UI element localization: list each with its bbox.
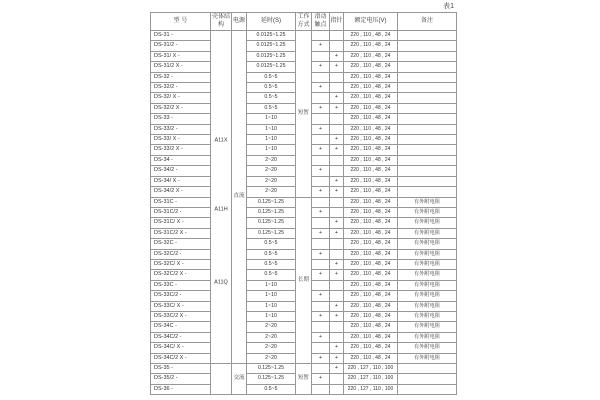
remark-cell: 有外附电阻 [398, 301, 457, 311]
delay-cell: 1~10 [247, 114, 296, 124]
model-cell: DS-33C/2 - [151, 291, 211, 301]
voltage-cell: 220 , 110 , 48 , 24 [344, 51, 398, 61]
voltage-cell: 220 , 110 , 48 , 24 [344, 135, 398, 145]
model-cell: DS-33C/2 X - [151, 311, 211, 321]
slide-contact-cell: + [312, 145, 330, 155]
remark-cell: 有外附电阻 [398, 322, 457, 332]
delay-cell: 2~20 [247, 187, 296, 197]
delay-cell: 0.5~5 [247, 239, 296, 249]
delay-cell: 2~20 [247, 322, 296, 332]
table-row [151, 197, 457, 207]
delay-cell: 0.0125~1.25 [247, 41, 296, 51]
col-header-model: 型 号 [151, 13, 211, 31]
slide-contact-cell [312, 114, 330, 124]
delay-cell: 1~10 [247, 301, 296, 311]
remark-cell: 有外附电阻 [398, 270, 457, 280]
pointer-cell: + [330, 93, 344, 103]
col-header-delay: 延时(S) [247, 13, 296, 31]
model-cell: DS-32C/ X - [151, 259, 211, 269]
delay-cell: 1~10 [247, 311, 296, 321]
delay-cell: 0.125~1.25 [247, 207, 296, 217]
remark-cell: 有外附电阻 [398, 207, 457, 217]
remark-cell: 有外附电阻 [398, 332, 457, 342]
slide-contact-cell [312, 135, 330, 145]
pointer-cell: + [330, 311, 344, 321]
voltage-cell: 220 , 110 , 48 , 24 [344, 280, 398, 290]
slide-contact-cell [312, 72, 330, 82]
remark-cell [398, 83, 457, 93]
model-cell: DS-33/2 X - [151, 145, 211, 155]
pointer-cell: + [330, 228, 344, 238]
slide-contact-cell [312, 218, 330, 228]
delay-cell: 0.5~5 [247, 259, 296, 269]
model-cell: DS-32/ X - [151, 93, 211, 103]
slide-contact-cell: + [312, 332, 330, 342]
voltage-cell: 220 , 110 , 48 , 24 [344, 207, 398, 217]
remark-cell: 有外附电阻 [398, 259, 457, 269]
pointer-cell: + [330, 187, 344, 197]
delay-cell: 2~20 [247, 343, 296, 353]
delay-cell: 2~20 [247, 155, 296, 165]
pointer-cell: + [330, 135, 344, 145]
slide-contact-cell [312, 384, 330, 394]
pointer-cell: + [330, 51, 344, 61]
voltage-cell: 220 , 110 , 48 , 24 [344, 176, 398, 186]
shell-structure-label: A11H [214, 206, 228, 213]
pointer-cell [330, 291, 344, 301]
slide-contact-cell: + [312, 228, 330, 238]
model-cell: DS-33/ X - [151, 135, 211, 145]
slide-contact-cell [312, 155, 330, 165]
voltage-cell: 220 , 110 , 48 , 24 [344, 218, 398, 228]
remark-cell: 有外附电阻 [398, 197, 457, 207]
delay-cell: 1~10 [247, 291, 296, 301]
shell-structure-label: A11X [214, 136, 228, 143]
pointer-cell [330, 374, 344, 384]
col-header-shell-structure: 壳体结构 [211, 13, 232, 31]
model-cell: DS-36 - [151, 384, 211, 394]
slide-contact-cell [312, 197, 330, 207]
remark-cell [398, 155, 457, 165]
voltage-cell: 220 , 110 , 48 , 24 [344, 124, 398, 134]
delay-cell: 2~20 [247, 353, 296, 363]
model-cell: DS-31C/2 - [151, 207, 211, 217]
voltage-cell: 220 , 110 , 48 , 24 [344, 155, 398, 165]
remark-cell [398, 103, 457, 113]
voltage-cell: 220 , 110 , 48 , 24 [344, 311, 398, 321]
pointer-cell [330, 280, 344, 290]
pointer-cell [330, 322, 344, 332]
slide-contact-cell [312, 31, 330, 41]
slide-contact-cell: + [312, 249, 330, 259]
model-cell: DS-32C/2 X - [151, 270, 211, 280]
remark-cell [398, 93, 457, 103]
remark-cell: 有外附电阻 [398, 353, 457, 363]
voltage-cell: 220 , 110 , 48 , 24 [344, 332, 398, 342]
table-row [151, 364, 457, 374]
remark-cell: 有外附电阻 [398, 228, 457, 238]
model-cell: DS-34C/ X - [151, 343, 211, 353]
pointer-cell [330, 155, 344, 165]
shell-structure-cell [211, 364, 232, 395]
slide-contact-cell: + [312, 83, 330, 93]
voltage-cell: 220 , 110 , 48 , 24 [344, 31, 398, 41]
col-header-slide-contact: 滑动触点 [312, 13, 330, 31]
remark-cell [398, 31, 457, 41]
voltage-cell: 220 , 110 , 48 , 24 [344, 114, 398, 124]
delay-cell: 2~20 [247, 176, 296, 186]
delay-cell: 2~20 [247, 332, 296, 342]
delay-cell: 0.5~5 [247, 103, 296, 113]
col-header-voltage: 额定电压(V) [344, 13, 398, 31]
remark-cell: 有外附电阻 [398, 218, 457, 228]
voltage-cell: 220 , 110 , 48 , 24 [344, 249, 398, 259]
pointer-cell: + [330, 259, 344, 269]
voltage-cell: 220 , 127 , 110 , 100 [344, 384, 398, 394]
pointer-cell: + [330, 103, 344, 113]
model-cell: DS-33C - [151, 280, 211, 290]
col-header-pointer: 指针 [330, 13, 344, 31]
voltage-cell: 220 , 110 , 48 , 24 [344, 301, 398, 311]
slide-contact-cell: + [312, 41, 330, 51]
work-mode-cell: 长期 [296, 197, 312, 364]
delay-cell: 0.125~1.25 [247, 374, 296, 384]
pointer-cell [330, 249, 344, 259]
slide-contact-cell: + [312, 291, 330, 301]
pointer-cell [330, 384, 344, 394]
col-header-remark: 备注 [398, 13, 457, 31]
work-mode-cell: 短暂 [296, 364, 312, 395]
pointer-cell: + [330, 301, 344, 311]
voltage-cell: 220 , 110 , 48 , 24 [344, 166, 398, 176]
model-cell: DS-34C/2 - [151, 332, 211, 342]
model-cell: DS-34/2 - [151, 166, 211, 176]
voltage-cell: 220 , 110 , 48 , 24 [344, 322, 398, 332]
remark-cell [398, 166, 457, 176]
pointer-cell [330, 166, 344, 176]
pointer-cell [330, 41, 344, 51]
remark-cell [398, 145, 457, 155]
pointer-cell [330, 83, 344, 93]
voltage-cell: 220 , 110 , 48 , 24 [344, 343, 398, 353]
pointer-cell [330, 197, 344, 207]
pointer-cell: + [330, 145, 344, 155]
model-cell: DS-35 - [151, 364, 211, 374]
delay-cell: 1~10 [247, 135, 296, 145]
model-cell: DS-31 - [151, 31, 211, 41]
pointer-cell [330, 72, 344, 82]
model-cell: DS-35/2 - [151, 374, 211, 384]
power-cell: 交流 [232, 364, 247, 395]
remark-cell: 有外附电阻 [398, 291, 457, 301]
remark-cell: 有外附电阻 [398, 249, 457, 259]
pointer-cell: + [330, 218, 344, 228]
model-cell: DS-32/2 X - [151, 103, 211, 113]
remark-cell: 有外附电阻 [398, 239, 457, 249]
slide-contact-cell: + [312, 353, 330, 363]
slide-contact-cell [312, 93, 330, 103]
remark-cell [398, 114, 457, 124]
table-row [151, 31, 457, 41]
slide-contact-cell: + [312, 124, 330, 134]
voltage-cell: 220 , 110 , 48 , 24 [344, 228, 398, 238]
delay-cell: 1~10 [247, 145, 296, 155]
delay-cell: 0.5~5 [247, 72, 296, 82]
pointer-cell: + [330, 353, 344, 363]
remark-cell [398, 51, 457, 61]
delay-cell: 0.5~5 [247, 270, 296, 280]
model-cell: DS-32 - [151, 72, 211, 82]
model-cell: DS-34/2 X - [151, 187, 211, 197]
model-cell: DS-31/2 - [151, 41, 211, 51]
slide-contact-cell: + [312, 270, 330, 280]
remark-cell [398, 364, 457, 374]
model-cell: DS-31/2 X - [151, 62, 211, 72]
pointer-cell [330, 332, 344, 342]
pointer-cell: + [330, 270, 344, 280]
voltage-cell: 220 , 110 , 48 , 24 [344, 291, 398, 301]
spec-table [150, 12, 457, 395]
shell-structure-label: A11Q [214, 279, 228, 286]
delay-cell: 1~10 [247, 124, 296, 134]
voltage-cell: 220 , 110 , 48 , 24 [344, 270, 398, 280]
remark-cell [398, 374, 457, 384]
model-cell: DS-32C/2 - [151, 249, 211, 259]
delay-cell: 0.125~1.25 [247, 218, 296, 228]
pointer-cell: + [330, 343, 344, 353]
work-mode-cell: 短暂 [296, 31, 312, 198]
header-row [151, 13, 457, 31]
delay-cell: 0.125~1.25 [247, 364, 296, 374]
pointer-cell: + [330, 176, 344, 186]
voltage-cell: 220 , 110 , 48 , 24 [344, 41, 398, 51]
delay-cell: 0.0125~1.25 [247, 62, 296, 72]
slide-contact-cell: + [312, 207, 330, 217]
model-cell: DS-33 - [151, 114, 211, 124]
table-caption: 表1 [443, 3, 454, 10]
voltage-cell: 220 , 110 , 48 , 24 [344, 83, 398, 93]
delay-cell: 0.0125~1.25 [247, 51, 296, 61]
pointer-cell [330, 114, 344, 124]
slide-contact-cell: + [312, 166, 330, 176]
remark-cell: 有外附电阻 [398, 280, 457, 290]
slide-contact-cell: + [312, 103, 330, 113]
model-cell: DS-34C - [151, 322, 211, 332]
voltage-cell: 220 , 110 , 48 , 24 [344, 62, 398, 72]
model-cell: DS-34/ X - [151, 176, 211, 186]
delay-cell: 0.0125~1.25 [247, 31, 296, 41]
voltage-cell: 220 , 110 , 48 , 24 [344, 103, 398, 113]
model-cell: DS-32C - [151, 239, 211, 249]
delay-cell: 0.125~1.25 [247, 197, 296, 207]
delay-cell: 0.5~5 [247, 93, 296, 103]
slide-contact-cell [312, 280, 330, 290]
model-cell: DS-33C/ X - [151, 301, 211, 311]
remark-cell [398, 187, 457, 197]
model-cell: DS-31C/2 X - [151, 228, 211, 238]
slide-contact-cell [312, 51, 330, 61]
voltage-cell: 220 , 110 , 48 , 24 [344, 259, 398, 269]
delay-cell: 0.5~5 [247, 83, 296, 93]
delay-cell: 2~20 [247, 166, 296, 176]
voltage-cell: 220 , 127 , 110 , 100 [344, 364, 398, 374]
pointer-cell [330, 124, 344, 134]
model-cell: DS-31/ X - [151, 51, 211, 61]
remark-cell: 有外附电阻 [398, 343, 457, 353]
shell-structure-cell [211, 31, 232, 364]
pointer-cell [330, 207, 344, 217]
voltage-cell: 220 , 127 , 110 , 100 [344, 374, 398, 384]
voltage-cell: 220 , 110 , 48 , 24 [344, 93, 398, 103]
remark-cell [398, 384, 457, 394]
remark-cell [398, 124, 457, 134]
model-cell: DS-31C/ X - [151, 218, 211, 228]
model-cell: DS-32/2 - [151, 83, 211, 93]
slide-contact-cell [312, 301, 330, 311]
voltage-cell: 220 , 110 , 48 , 24 [344, 145, 398, 155]
delay-cell: 0.125~1.25 [247, 228, 296, 238]
slide-contact-cell: + [312, 374, 330, 384]
model-cell: DS-34C/2 X - [151, 353, 211, 363]
voltage-cell: 220 , 110 , 48 , 24 [344, 187, 398, 197]
pointer-cell [330, 239, 344, 249]
pointer-cell [330, 31, 344, 41]
voltage-cell: 220 , 110 , 48 , 24 [344, 197, 398, 207]
slide-contact-cell [312, 239, 330, 249]
model-cell: DS-33/2 - [151, 124, 211, 134]
slide-contact-cell [312, 343, 330, 353]
delay-cell: 0.5~5 [247, 384, 296, 394]
slide-contact-cell [312, 322, 330, 332]
model-cell: DS-31C - [151, 197, 211, 207]
slide-contact-cell [312, 176, 330, 186]
remark-cell [398, 176, 457, 186]
delay-cell: 0.5~5 [247, 249, 296, 259]
power-cell: 直流 [232, 31, 247, 364]
pointer-cell: + [330, 364, 344, 374]
model-cell: DS-34 - [151, 155, 211, 165]
voltage-cell: 220 , 110 , 48 , 24 [344, 239, 398, 249]
slide-contact-cell: + [312, 62, 330, 72]
col-header-work-mode: 工作方式 [296, 13, 312, 31]
delay-cell: 1~10 [247, 280, 296, 290]
slide-contact-cell [312, 364, 330, 374]
voltage-cell: 220 , 110 , 48 , 24 [344, 353, 398, 363]
remark-cell [398, 135, 457, 145]
remark-cell [398, 62, 457, 72]
voltage-cell: 220 , 110 , 48 , 24 [344, 72, 398, 82]
slide-contact-cell: + [312, 187, 330, 197]
remark-cell: 有外附电阻 [398, 311, 457, 321]
col-header-power: 电源 [232, 13, 247, 31]
remark-cell [398, 72, 457, 82]
slide-contact-cell [312, 259, 330, 269]
remark-cell [398, 41, 457, 51]
pointer-cell: + [330, 62, 344, 72]
slide-contact-cell: + [312, 311, 330, 321]
